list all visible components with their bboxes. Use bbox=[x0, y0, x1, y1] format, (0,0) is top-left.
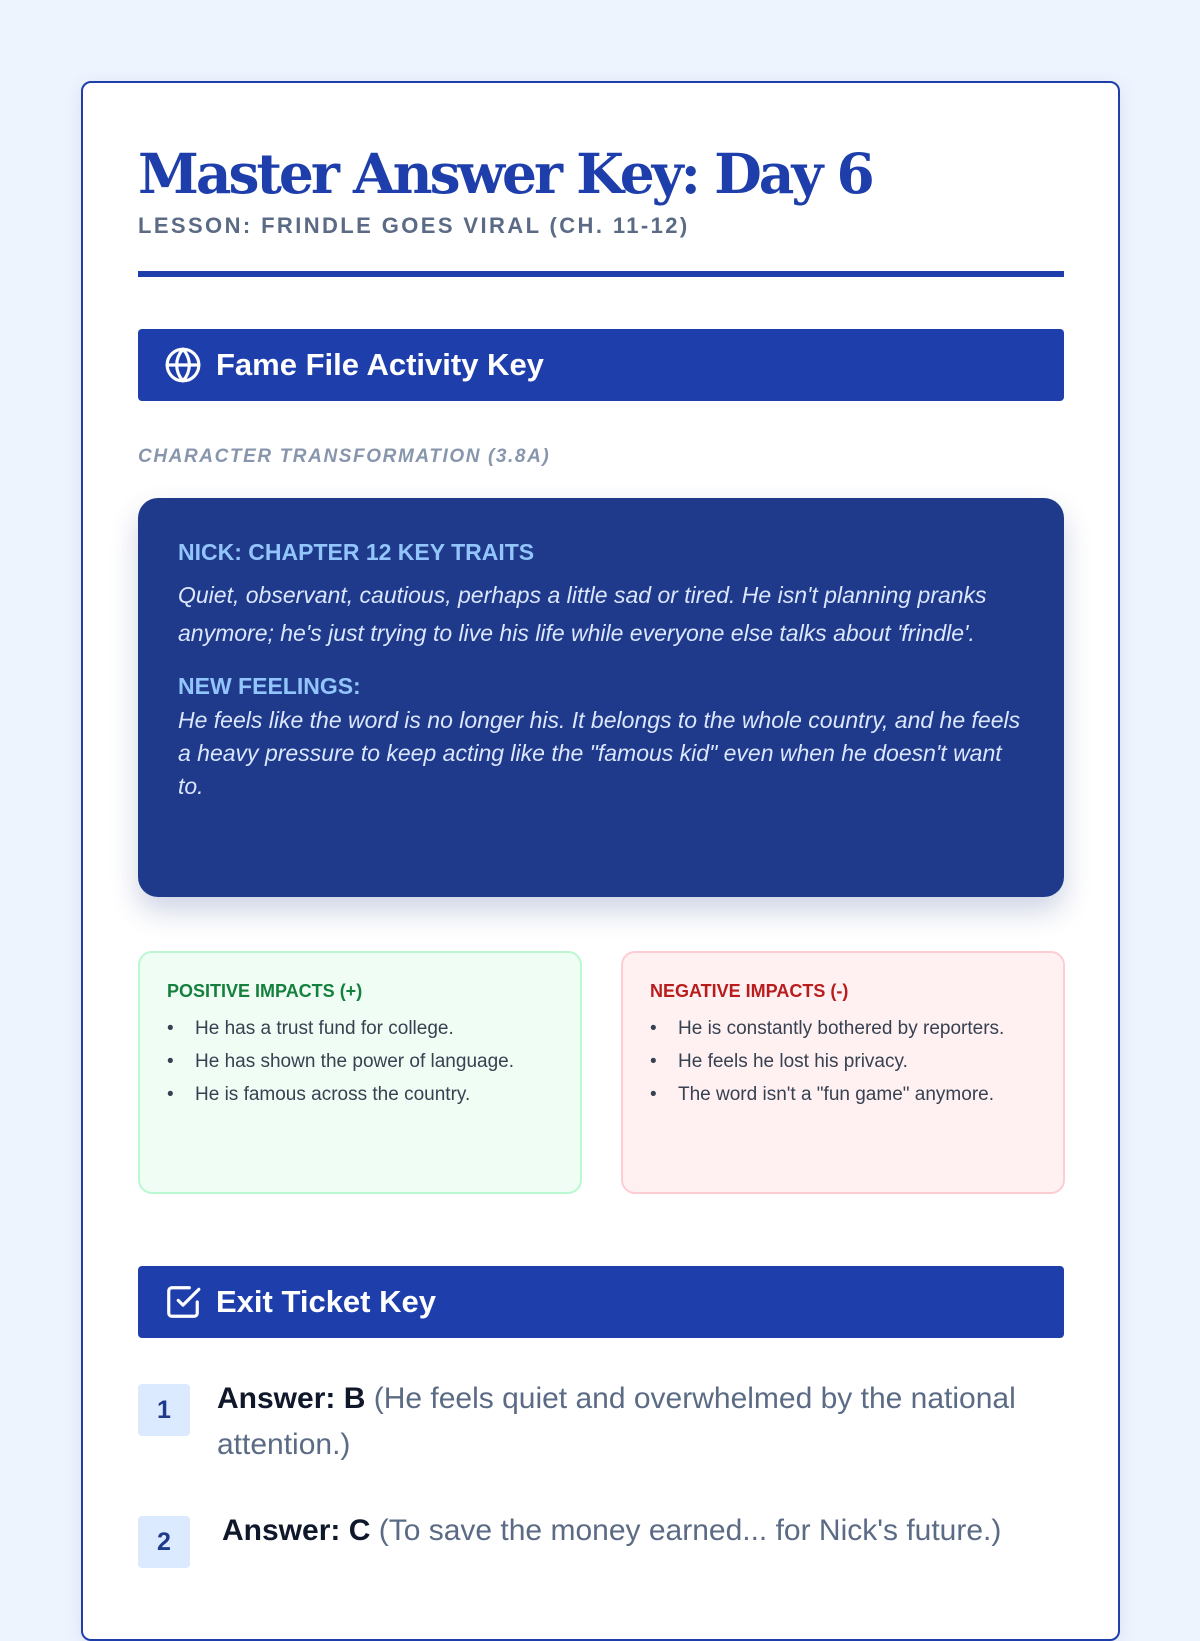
positive-impacts-heading: POSITIVE IMPACTS (+) bbox=[167, 981, 363, 1001]
character-transformation-label: CHARACTER TRANSFORMATION (3.8A) bbox=[138, 446, 551, 467]
list-item: • He is constantly bothered by reporters. bbox=[650, 1015, 1037, 1042]
new-feelings-text: He feels like the word is no longer his. It belongs to the whole country, and he feels a heavy pressure to keep acting like the "famous kid" even when he doesn't want to. bbox=[178, 707, 1021, 799]
answer-text bbox=[217, 1376, 1064, 1468]
answer-key-card bbox=[81, 81, 1120, 1641]
new-feelings-heading: NEW FEELINGS: bbox=[178, 673, 361, 699]
negative-impacts-box bbox=[621, 951, 1065, 1194]
key-traits-box bbox=[138, 498, 1064, 897]
fame-file-section-header bbox=[138, 329, 1064, 401]
checkbox-icon bbox=[164, 1283, 202, 1321]
list-item: • The word isn't a "fun game" anymore. bbox=[650, 1081, 1037, 1108]
negative-impacts-heading: NEGATIVE IMPACTS (-) bbox=[650, 981, 849, 1001]
key-traits-heading: NICK: CHAPTER 12 KEY TRAITS bbox=[178, 539, 535, 565]
title-divider bbox=[138, 271, 1064, 277]
key-traits-text: Quiet, observant, cautious, perhaps a little sad or tired. He isn't planning pranks anymore; he's just trying to live his life while everyone else talks about 'frindle'. bbox=[178, 582, 987, 646]
answer-label: Answer: B bbox=[217, 1382, 366, 1415]
exit-ticket-section-title: Exit Ticket Key bbox=[216, 1284, 436, 1319]
positive-impacts-box bbox=[138, 951, 582, 1194]
page-title: Master Answer Key: Day 6 bbox=[138, 141, 872, 206]
list-item: • He has shown the power of language. bbox=[167, 1048, 554, 1075]
answer-label: Answer: C bbox=[222, 1514, 371, 1547]
answer-number-badge: 2 bbox=[138, 1516, 190, 1568]
exit-ticket-section-header bbox=[138, 1266, 1064, 1338]
answer-number-badge: 1 bbox=[138, 1384, 190, 1436]
lesson-subtitle: LESSON: FRINDLE GOES VIRAL (CH. 11-12) bbox=[138, 213, 690, 238]
list-item: • He is famous across the country. bbox=[167, 1081, 554, 1108]
list-item: • He has a trust fund for college. bbox=[167, 1015, 554, 1042]
answer-explanation: (To save the money earned... for Nick's future.) bbox=[378, 1514, 1002, 1547]
answer-explanation: (He feels quiet and overwhelmed by the national attention.) bbox=[217, 1382, 1016, 1461]
fame-file-section-title: Fame File Activity Key bbox=[216, 347, 544, 382]
negative-impacts-list bbox=[650, 1015, 1037, 1108]
globe-icon bbox=[164, 346, 202, 384]
list-item: • He feels he lost his privacy. bbox=[650, 1048, 1037, 1075]
positive-impacts-list bbox=[167, 1015, 554, 1108]
answer-text bbox=[222, 1508, 1064, 1554]
